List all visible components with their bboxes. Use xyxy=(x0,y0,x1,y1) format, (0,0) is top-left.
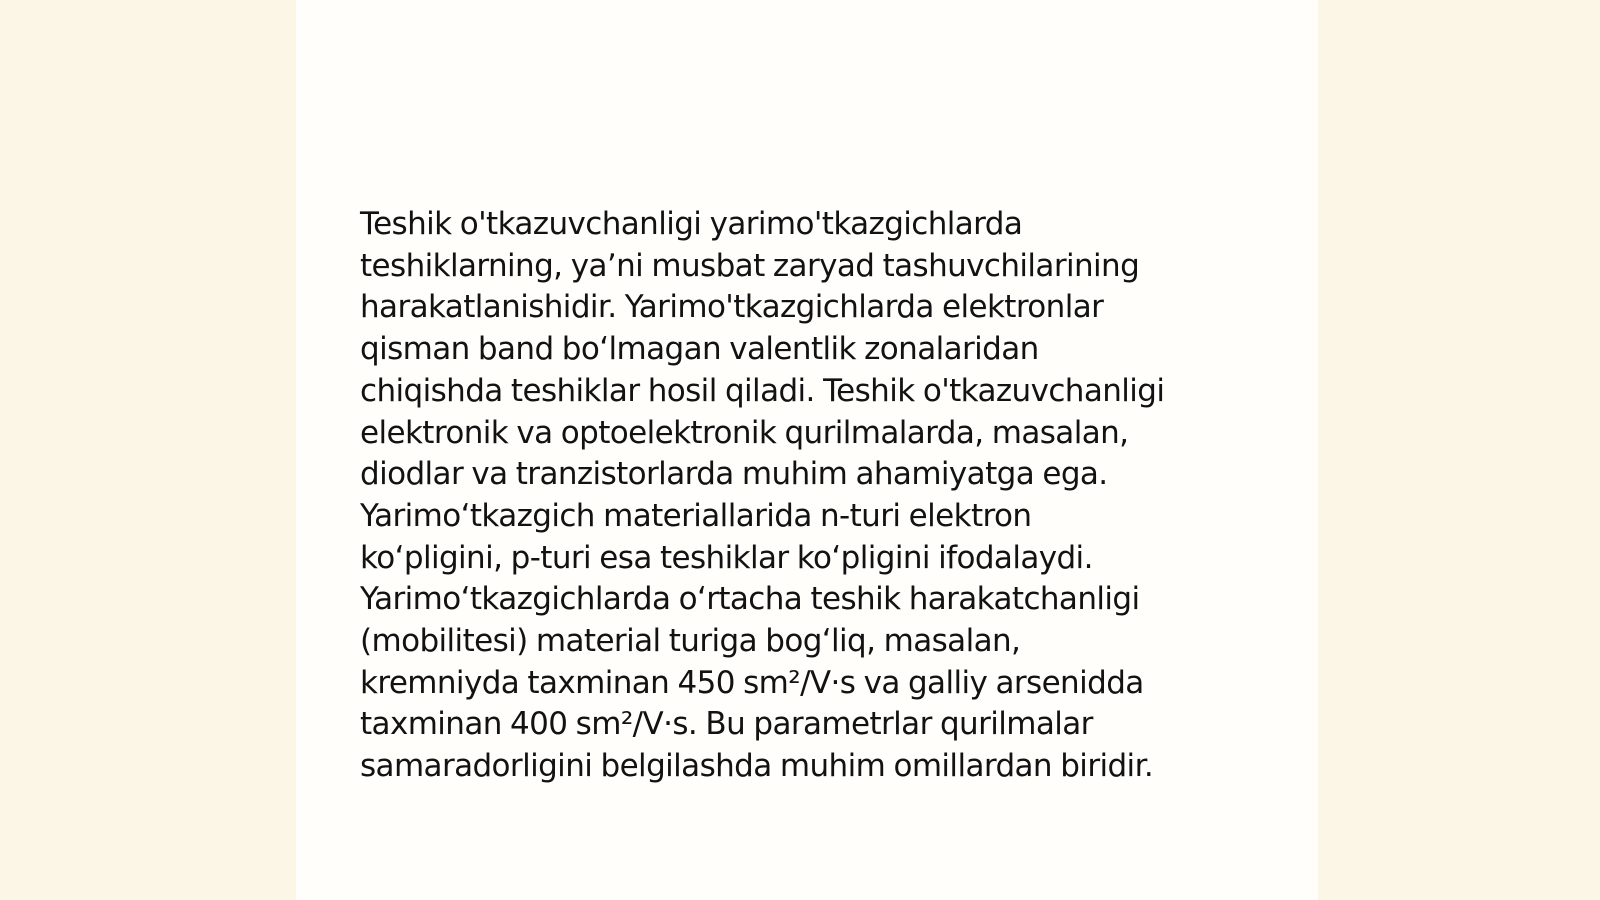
body-paragraph xyxy=(360,204,1260,788)
paragraph-line-8: Yarimo‘tkazgich materiallarida n-turi elektron xyxy=(360,497,1032,534)
paragraph-line-12: kremniyda taxminan 450 sm²/V·s va galliy arsenidda xyxy=(360,664,1144,701)
paragraph-line-4: qisman band bo‘lmagan valentlik zonalaridan xyxy=(360,331,1039,368)
document-page xyxy=(296,0,1318,900)
paragraph-line-14: samaradorligini belgilashda muhim omillardan biridir. xyxy=(360,748,1154,785)
paragraph-line-9: ko‘pligini, p-turi esa teshiklar ko‘pligini ifodalaydi. xyxy=(360,539,1093,576)
paragraph-line-10: Yarimo‘tkazgichlarda o‘rtacha teshik harakatchanligi xyxy=(360,581,1140,618)
paragraph-line-13: taxminan 400 sm²/V·s. Bu parametrlar qurilmalar xyxy=(360,706,1093,743)
paragraph-line-5: chiqishda teshiklar hosil qiladi. Teshik o'tkazuvchanligi xyxy=(360,372,1165,409)
paragraph-line-2: teshiklarning, ya’ni musbat zaryad tashuvchilarining xyxy=(360,247,1140,284)
paragraph-line-11: (mobilitesi) material turiga bog‘liq, masalan, xyxy=(360,623,1021,660)
paragraph-line-6: elektronik va optoelektronik qurilmalarda, masalan, xyxy=(360,414,1129,451)
paragraph-line-3: harakatlanishidir. Yarimo'tkazgichlarda elektronlar xyxy=(360,289,1104,326)
paragraph-line-7: diodlar va tranzistorlarda muhim ahamiyatga ega. xyxy=(360,456,1108,493)
paragraph-line-1: Teshik o'tkazuvchanligi yarimo'tkazgichlarda xyxy=(360,206,1023,242)
